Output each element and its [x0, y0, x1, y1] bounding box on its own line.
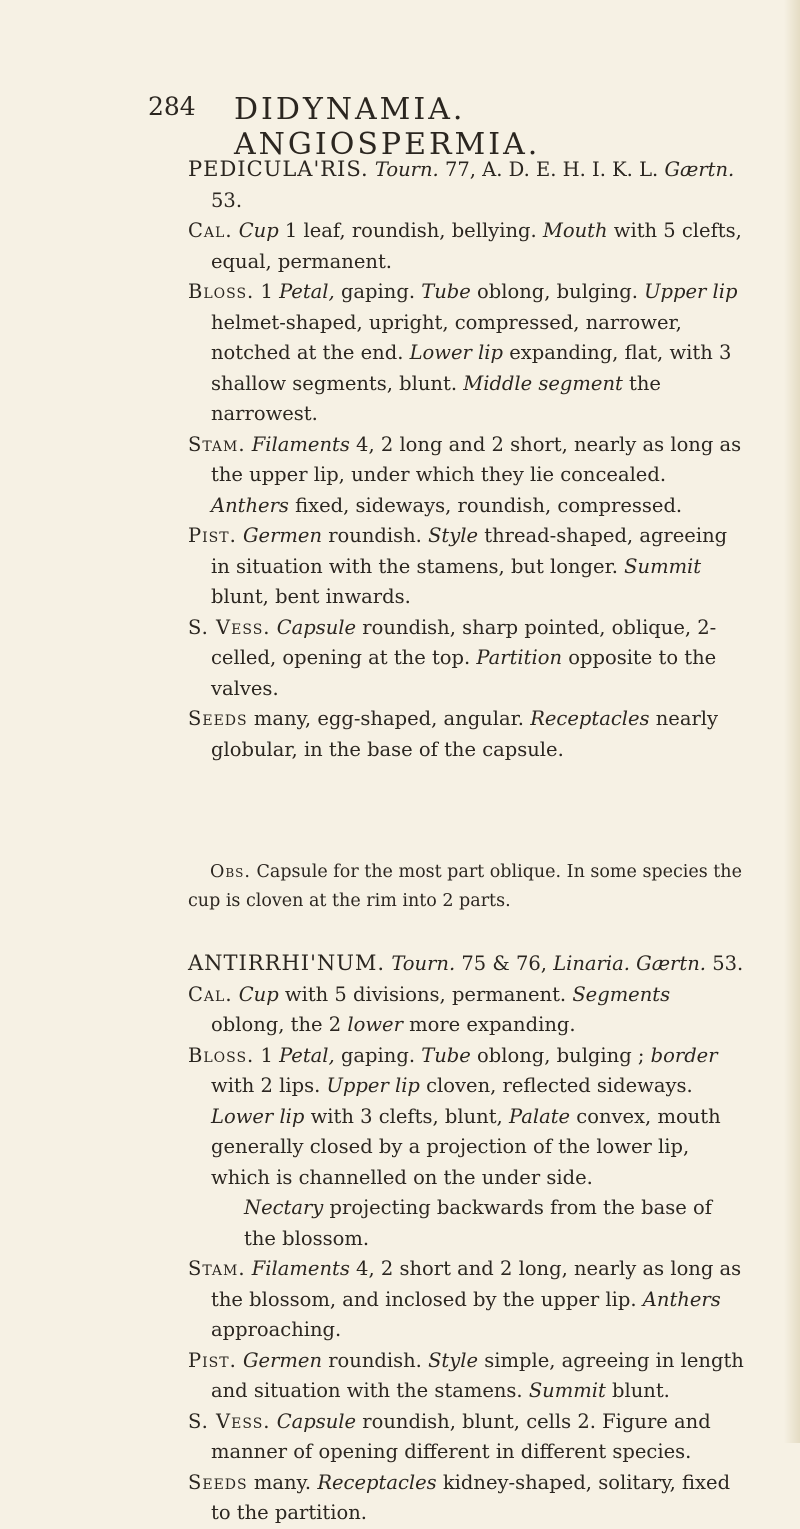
entry-pist: Pist. Germen roundish. Style thread-shaped, agreeing in situation with the stamens, but longer. Summit blunt, bent inwards.: [188, 524, 728, 608]
entry-vess: S. Vess. Capsule roundish, blunt, cells 2. Figure and manner of opening different in different species.: [188, 1409, 711, 1463]
entry-bloss: Bloss. 1 Petal, gaping. Tube oblong, bulging. Upper lip helmet-shaped, upright, compressed, narrower, notched at the end. Lower lip expanding, flat, with 3 shallow segments, blunt. Middle segment the narrowest.: [188, 280, 738, 425]
entry-nectary: Nectary projecting backwards from the base of the blossom.: [244, 1196, 712, 1250]
entry-cal: Cal. Cup 1 leaf, roundish, bellying. Mouth with 5 clefts, equal, permanent.: [188, 219, 742, 273]
entry-bloss: Bloss. 1 Petal, gaping. Tube oblong, bulging ; border with 2 lips. Upper lip cloven, reflected sideways. Lower lip with 3 clefts, blunt, Palate convex, mouth generally closed by a projection of the lower lip, which is channelled on the under side.: [188, 1043, 721, 1189]
page-header: [148, 92, 740, 162]
entry-cal: Cal. Cup with 5 divisions, permanent. Segments oblong, the 2 lower more expanding.: [188, 982, 671, 1036]
entry-vess: S. Vess. Capsule roundish, sharp pointed, oblique, 2-celled, opening at the top. Partition opposite to the valves.: [188, 615, 717, 700]
page-edge: [784, 0, 800, 1443]
entry-stam: Stam. Filaments 4, 2 long and 2 short, nearly as long as the upper lip, under which they lie concealed. Anthers fixed, sideways, roundish, compressed.: [188, 432, 742, 517]
page-number: 284: [148, 92, 196, 121]
observation-note: [188, 858, 748, 916]
running-title: DIDYNAMIA. ANGIOSPERMIA.: [234, 92, 541, 162]
genus-heading: PEDICULA'RIS. Tourn. 77, A. D. E. H. I. K. L. Gærtn. 53.: [188, 157, 735, 212]
genus-antirrhinum: [188, 948, 748, 1529]
genus-pedicularis: [188, 154, 748, 765]
obs-text: Obs. Capsule for the most part oblique. In some species the cup is cloven at the rim into 2 parts.: [188, 862, 742, 911]
entry-stam: Stam. Filaments 4, 2 short and 2 long, nearly as long as the blossom, and inclosed by the upper lip. Anthers approaching.: [188, 1257, 742, 1341]
genus-heading: ANTIRRHI'NUM. Tourn. 75 & 76, Linaria. Gærtn. 53.: [188, 951, 744, 975]
entry-seeds: Seeds many, egg-shaped, angular. Receptacles nearly globular, in the base of the capsule.: [188, 707, 719, 761]
entry-seeds: Seeds many. Receptacles kidney-shaped, solitary, fixed to the partition.: [188, 1470, 731, 1524]
entry-pist: Pist. Germen roundish. Style simple, agreeing in length and situation with the stamens. Summit blunt.: [188, 1348, 744, 1402]
